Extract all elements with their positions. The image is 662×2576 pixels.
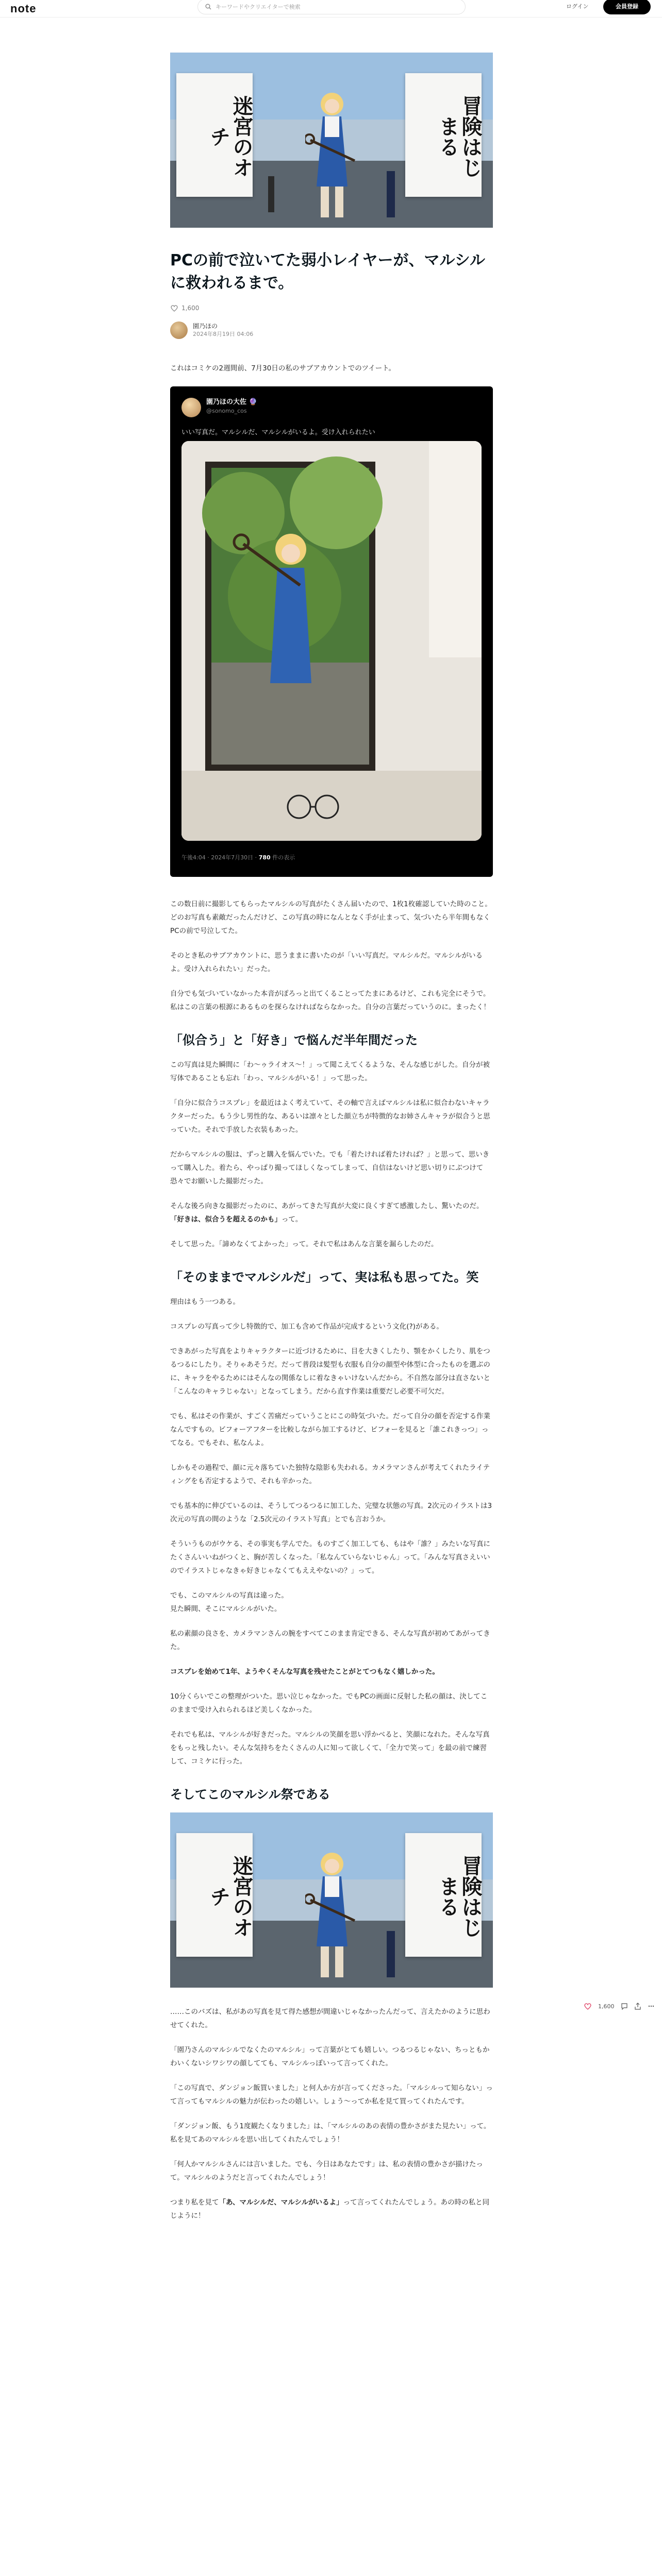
paragraph-3: 自分でも気づいていなかった本音がぽろっと出てくることってたまにあるけど、これも完全にそうで。私はこの言葉の根源にあるものを探らなければならなかった。自分の言葉だっていうのに。まったく！ — [170, 990, 490, 1011]
sign-right-text: 冒険はじまる — [436, 95, 483, 178]
s1-paragraph-4: そんな後ろ向きな撮影だったのに、あがってきた写真が大変に良くすぎて感激したし、驚いたのだ。「好きは、似合うを超えるのかも」って。 — [170, 1202, 484, 1224]
tweet-name: 園乃ほの大佐 🔮 — [206, 398, 257, 406]
note-logo[interactable]: note — [10, 2, 37, 15]
emphasis-text: 「好きは、似合うを超えるのかも」 — [170, 1215, 282, 1224]
tweet-handle: @sonomo_cos — [206, 408, 247, 414]
section-2-heading: 「そのままでマルシルだ」って、実は私も思ってた。笑 — [170, 1270, 479, 1284]
search-icon — [205, 4, 211, 10]
s1-paragraph-5: そして思った。「諦めなくてよかった」って。それで私はあんな言葉を漏らしたのだ。 — [170, 1240, 438, 1248]
s2-paragraph-1: 理由はもう一つある。 — [170, 1298, 240, 1306]
s3-paragraph-4: 「ダンジョン飯、もう1度観たくなりました」は、「マルシルのあの表情の豊かさがまた見たい」って。私を見てあのマルシルを思い出してくれたんでしょう！ — [170, 2122, 491, 2144]
emphasis-text: 「あ、マルシルだ、マルシルがいるよ」 — [219, 2198, 343, 2207]
article — [170, 53, 493, 2234]
search-placeholder: キーワードやクリエイターで検索 — [216, 4, 301, 10]
search-box[interactable] — [197, 0, 466, 14]
s2-paragraph-8: でも、このマルシルの写真は違った。 見た瞬間、そこにマルシルがいた。 — [170, 1591, 288, 1613]
paragraph-1: この数日前に撮影してもらったマルシルの写真がたくさん届いたので、1枚1枚確認していた時のこと。どのお写真も素敵だったんだけど、この写真の時になんとなく手が止まって、気づいたら半年間もなくPCの前で号泣してた。 — [170, 900, 492, 935]
sign-right — [405, 73, 482, 197]
tweet-photo[interactable] — [181, 441, 482, 841]
comment-icon[interactable] — [621, 2003, 628, 2010]
cosplayer-figure — [305, 83, 357, 223]
site-header — [0, 0, 662, 18]
sign-right-2-text: 冒険はじまる — [436, 1855, 483, 1938]
s1-paragraph-2: 「自分に似合うコスプレ」を最近はよく考えていて、その軸で言えばマルシルは私に似合わないキャラクターだった。もう少し男性的な、あるいは凛々とした顔立ちが特徴的なお姉さんキャラが似合うと思っていた。それで手放した衣装もあった。 — [170, 1099, 490, 1134]
author-name[interactable]: 園乃ほの — [193, 323, 218, 330]
intro-paragraph: これはコミケの2週間前、7月30日の私のサブアカウントでのツイート。 — [170, 364, 396, 372]
like-count: 1,600 — [181, 304, 200, 312]
s1-paragraph-1: この写真は見た瞬間に「わ〜ゥライオス〜！」って聞こえてくるような、そんな感じがした。自分が被写体であることも忘れ「わっ、マルシルがいる！」って思った。 — [170, 1061, 490, 1082]
section-1-heading: 「似合う」と「好き」で悩んだ半年間だった — [170, 1033, 418, 1047]
tweet-header — [181, 398, 257, 417]
sign-right-2 — [405, 1833, 482, 1957]
tweet-meta — [181, 853, 295, 861]
rail-heart-icon[interactable] — [584, 2002, 592, 2010]
article-title: PCの前で泣いてた弱小レイヤーが、マルシルに救われるまで。 — [170, 251, 486, 292]
author-block[interactable] — [170, 321, 493, 339]
s2-paragraph-4: でも、私はその作業が、すごく苦痛だっていうことにこの時気づいた。だって自分の顔を否定する作業なんですもの。ビフォーアフターを比較しながら加工するけど、ビフォーを見ると「誰これきっつ」ってなる。でもそれ、私なんよ。 — [170, 1412, 490, 1447]
publish-date: 2024年8月19日 04:06 — [193, 331, 254, 337]
s2-paragraph-7: そういうものがウケる、その事実も学んでた。ものすごく加工しても、もはや「誰？」みたいな写真にたくさんいいねがつくと、胸が苦しくなった。「私なんていらないじゃん」って。「みんな写真さえいいのでイラストじゃなきゃ好きじゃなくてもええやないの？」って。 — [170, 1540, 490, 1575]
sign-left-text: 迷宮のオチ — [207, 95, 254, 178]
rail-like-count: 1,600 — [598, 2003, 615, 2010]
s2-paragraph-5: しかもその過程で、顔に元々落ちていた独特な陰影も失われる。カメラマンさんが考えてくれたライティングをも否定するようで、それも辛かった。 — [170, 1464, 490, 1485]
paragraph-2: そのとき私のサブアカウントに、思うままに書いたのが「いい写真だ。マルシルだ。マルシルがいるよ。受け入れられたい」だった。 — [170, 952, 483, 973]
tweet-text: いい写真だ。マルシルだ、マルシルがいるよ。受け入れられたい — [181, 429, 375, 436]
heart-icon[interactable] — [170, 304, 178, 312]
floating-action-rail — [584, 2002, 655, 2010]
s2-paragraph-11: 10分くらいでこの整理がついた。思い泣じゃなかった。でもPCの画面に反射した私の顔は、決してこのままで受け入れられるほど美しくなかった。 — [170, 1692, 488, 1714]
sign-left-2 — [176, 1833, 253, 1957]
s3-paragraph-5: 「何人かマルシルさんには言いました。でも、今日はあなたです」は、私の表情の豊かさが描けたって。マルシルのようだと言ってくれたんでしょう！ — [170, 2160, 483, 2182]
s2-paragraph-2: コスプレの写真って少し特徴的で、加工も含めて作品が完成するという文化(?)がある。 — [170, 1323, 443, 1331]
section-3-heading: そしてこのマルシル祭である — [170, 1787, 330, 1802]
s2-paragraph-3: できあがった写真をよりキャラクターに近づけるために、目を大きくしたり、顎をかくしたり、肌をつるつるにしたり。そりゃあそうだ。だって普段は髪型も衣服も自分の顔型や体型に合ったものを選ぶのに、キャラをやるためにはそんなの関係なしに着なきゃいけないんだから。不自然な部分は直さないと「こんなのキャラじゃない」となってしまう。だから直す作業は重要だし必要不可欠だ。 — [170, 1347, 490, 1396]
tweet-views: 780 — [258, 854, 271, 861]
embedded-tweet[interactable] — [170, 386, 493, 877]
sign-left-2-text: 迷宮のオチ — [207, 1855, 254, 1938]
tweet-time: 午後4:04 · 2024年7月30日 · — [181, 854, 257, 861]
s2-paragraph-10: コスプレを始めて1年、ようやくそんな写真を残せたことがとてつもなく嬉しかった。 — [170, 1668, 439, 1676]
sign-left — [176, 73, 253, 197]
s3-paragraph-6: つまり私を見て「あ、マルシルだ、マルシルがいるよ」って言ってくれたんでしょう。あの時の私と同じように！ — [170, 2198, 490, 2220]
article-likes[interactable] — [170, 304, 493, 312]
tweet-avatar — [181, 398, 201, 417]
s1-paragraph-3: だからマルシルの服は、ずっと購入を悩んでいた。でも「着たければ着たければ？」と思って、思いきって購入した。着たら、やっぱり撮ってほしくなってしまって、自信はないけど思い切りにぶつけて恐々でお願いした撮影だった。 — [170, 1150, 490, 1185]
s3-paragraph-1: ……このバズは、私があの写真を見て得た感想が間違いじゃなかったんだって、言えたかのように思わせてくれた。 — [170, 2008, 490, 2029]
tweet-views-label: 件の表示 — [272, 854, 295, 861]
s2-paragraph-9: 私の素顔の良さを、カメラマンさんの腕をすべてこのまま肯定できる、そんな写真が初めてあがってきた。 — [170, 1630, 490, 1651]
author-avatar[interactable] — [170, 321, 188, 339]
tweet-photo-illustration — [181, 441, 482, 841]
s3-paragraph-2: 「園乃さんのマルシルでなくたのマルシル」って言葉がとても嬉しい。つるつるじゃない、ちっともかわいくないシワシワの顔してても、マルシルっぽいって言ってくれた。 — [170, 2046, 490, 2067]
s3-paragraph-3: 「この写真で、ダンジョン飯買いました」と何人か方が言ってくださった。「マルシルって知らない」って言ってもマルシルの魅力が伝わったの嬉しい。しょう〜ってか私を見て買ってくれたんです。 — [170, 2084, 493, 2106]
s2-paragraph-6: でも基本的に伸びているのは、そうしてつるつるに加工した、完璧な状態の写真。2次元のイラストは3次元の写真の間のような「2.5次元のイラスト写真」とでも言おうか。 — [170, 1502, 492, 1523]
share-icon[interactable] — [634, 2003, 641, 2010]
hero-image-2 — [170, 1812, 493, 1988]
signup-button[interactable]: 会員登録 — [603, 0, 651, 14]
login-link[interactable]: ログイン — [566, 3, 589, 10]
more-icon[interactable] — [648, 2003, 655, 2010]
s2-paragraph-12: それでも私は、マルシルが好きだった。マルシルの笑顔を思い浮かべると、笑顔になれた。そんな写真をもっと残したい。そんな気持ちをたくさんの人に知って欲しくて、「全力で笑って」を最の前で練習して、コミケに行った。 — [170, 1731, 490, 1766]
hero-image — [170, 53, 493, 228]
cosplayer-figure-2 — [305, 1843, 357, 1982]
